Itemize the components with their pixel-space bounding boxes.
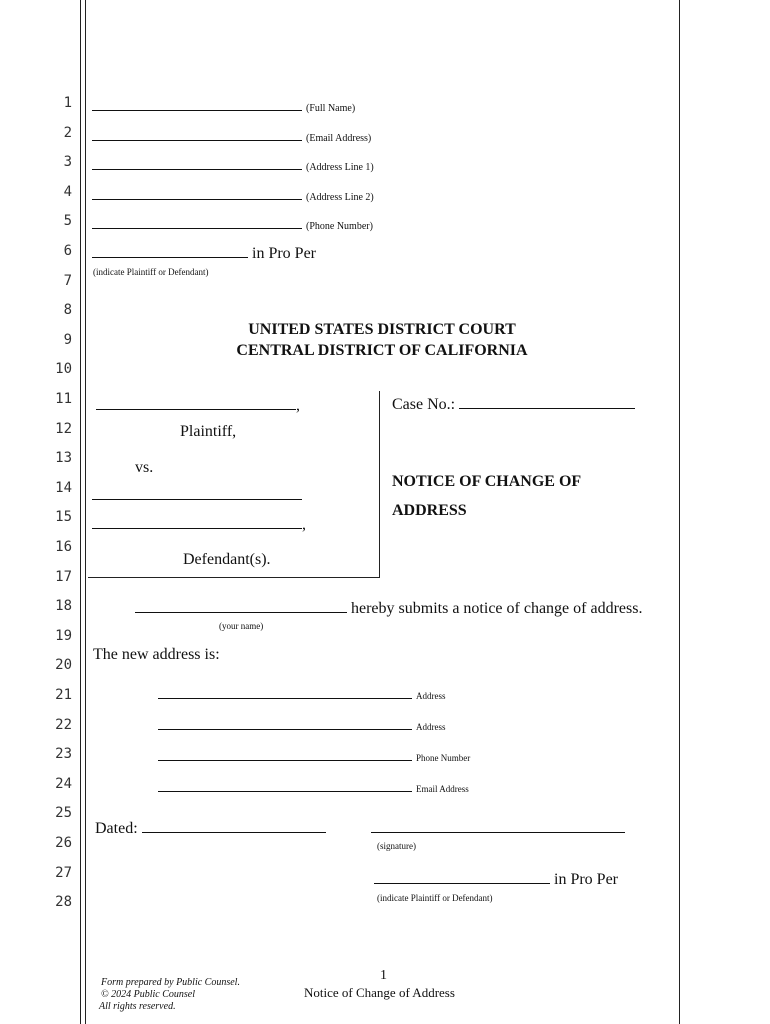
signature-line	[371, 818, 625, 837]
line-number: 14	[55, 480, 72, 496]
line-number: 15	[55, 509, 72, 525]
line-number: 23	[55, 746, 72, 762]
court-name-line1: UNITED STATES DISTRICT COURT	[248, 321, 516, 338]
line-number: 20	[55, 657, 72, 673]
line-number: 28	[55, 894, 72, 910]
phone-label: (Phone Number)	[306, 221, 373, 232]
line-number: 7	[63, 273, 72, 289]
court-name-line2: CENTRAL DISTRICT OF CALIFORNIA	[236, 342, 528, 359]
new-address-line2	[158, 717, 446, 734]
header-pro-per-note: (indicate Plaintiff or Defendant)	[93, 267, 209, 277]
line-number: 4	[63, 184, 72, 200]
dated-label: Dated:	[95, 820, 138, 837]
plaintiff-name-line: ,	[96, 395, 300, 414]
line-number: 17	[55, 569, 72, 585]
line-number: 27	[55, 865, 72, 881]
new-phone-label: Phone Number	[416, 753, 471, 763]
submits-line	[135, 598, 642, 617]
line-number: 6	[63, 243, 72, 259]
line-number: 3	[63, 154, 72, 170]
new-address-intro: The new address is:	[93, 646, 220, 663]
email-line	[92, 128, 371, 145]
full-name-label: (Full Name)	[306, 103, 356, 114]
your-name-note: (your name)	[219, 621, 264, 631]
line-number: 11	[55, 391, 72, 407]
address2-label: (Address Line 2)	[306, 192, 374, 203]
defendant-line1	[92, 485, 302, 504]
line-number: 13	[55, 450, 72, 466]
left-margin-rule-outer	[80, 0, 81, 1024]
phone-line	[92, 216, 373, 233]
line-number: 26	[55, 835, 72, 851]
full-name-line	[92, 98, 355, 115]
address1-line	[92, 157, 374, 174]
new-phone-line	[158, 748, 470, 765]
document-title-line2: ADDRESS	[392, 502, 467, 519]
signature-note: (signature)	[377, 841, 416, 851]
submits-text: hereby submits a notice of change of address.	[351, 600, 643, 617]
line-number: 2	[63, 125, 72, 141]
line-number: 1	[63, 95, 72, 111]
line-number: 5	[63, 213, 72, 229]
footer-page-number: 1	[380, 968, 387, 983]
case-number-label: Case No.:	[392, 396, 456, 413]
line-number: 18	[55, 598, 72, 614]
header-pro-per: in Pro Per	[252, 245, 316, 262]
address2-line	[92, 187, 374, 204]
new-email-label: Email Address	[416, 784, 469, 794]
line-number: 22	[55, 717, 72, 733]
case-number-line	[392, 394, 635, 413]
line-number: 24	[55, 776, 72, 792]
vs-label: vs.	[135, 459, 154, 476]
line-number: 9	[63, 332, 72, 348]
address1-label: (Address Line 1)	[306, 162, 374, 173]
line-number: 16	[55, 539, 72, 555]
line-number: 25	[55, 805, 72, 821]
dated-line	[95, 818, 326, 837]
footer-copyright: © 2024 Public Counsel	[101, 989, 195, 1000]
line-number: 10	[55, 361, 72, 377]
line-number: 19	[55, 628, 72, 644]
caption-bottom-rule	[88, 577, 380, 578]
new-address-label1: Address	[416, 691, 446, 701]
right-margin-rule	[679, 0, 680, 1024]
body-pro-per: in Pro Per	[554, 871, 618, 888]
footer-rights: All rights reserved.	[99, 1001, 176, 1012]
left-margin-rule-inner	[85, 0, 86, 1024]
line-number: 8	[63, 302, 72, 318]
body-pro-per-line	[374, 869, 618, 888]
caption-vertical-rule	[379, 391, 380, 577]
defendant-label: Defendant(s).	[183, 551, 271, 568]
document-title-line1: NOTICE OF CHANGE OF	[392, 473, 582, 490]
new-address-line1	[158, 686, 446, 703]
header-pro-per-line	[92, 243, 316, 262]
body-pro-per-note: (indicate Plaintiff or Defendant)	[377, 893, 493, 903]
line-number: 12	[55, 421, 72, 437]
footer-prepared: Form prepared by Public Counsel.	[101, 977, 240, 988]
email-label: (Email Address)	[306, 133, 372, 144]
plaintiff-label: Plaintiff,	[180, 423, 237, 440]
new-address-label2: Address	[416, 722, 446, 732]
defendant-line2: ,	[92, 514, 306, 533]
line-number: 21	[55, 687, 72, 703]
footer-document-title: Notice of Change of Address	[304, 985, 455, 1000]
new-email-line	[158, 779, 469, 796]
